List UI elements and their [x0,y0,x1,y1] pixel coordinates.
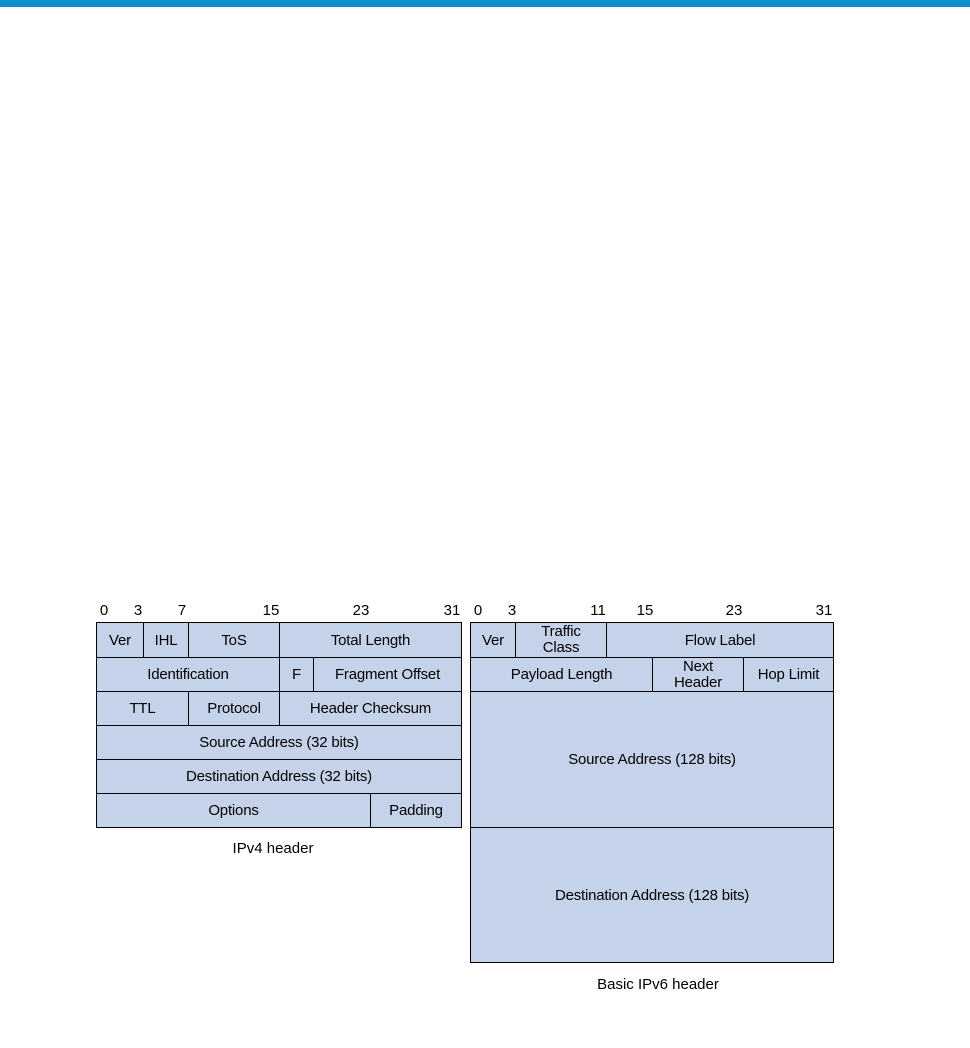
ipv6-tick-15: 15 [636,602,654,619]
ipv4-fragment-offset-field: Fragment Offset [314,658,462,692]
ipv4-tick-0: 0 [99,602,109,619]
ipv4-tick-31: 31 [443,602,461,619]
ipv6-ver-field: Ver [471,623,516,658]
ipv6-tick-11: 11 [590,602,606,619]
ipv6-hop-limit-field: Hop Limit [744,658,834,692]
ipv6-destination-address-field: Destination Address (128 bits) [471,828,834,963]
ipv4-identification-field: Identification [97,658,280,692]
top-accent-bar [0,0,970,7]
ipv4-source-address-field: Source Address (32 bits) [97,726,462,760]
ipv4-total-length-field: Total Length [280,623,462,658]
ipv6-traffic-class-line2: Class [542,639,580,656]
ipv6-tick-0: 0 [473,602,483,619]
ipv6-traffic-class-field [516,623,607,658]
ipv6-next-header-line2: Header [674,673,722,691]
ipv6-caption: Basic IPv6 header [597,976,719,993]
ipv4-tick-3: 3 [133,602,143,619]
ipv4-caption: IPv4 header [232,840,314,857]
ipv6-flow-label-field: Flow Label [607,623,834,658]
ipv6-payload-length-field: Payload Length [471,658,653,692]
ipv4-tick-15: 15 [262,602,280,619]
ipv6-source-address-field: Source Address (128 bits) [471,692,834,828]
ipv4-header-checksum-field: Header Checksum [280,692,462,726]
ipv6-traffic-class-line1: Traffic [541,623,581,640]
ipv4-protocol-field: Protocol [189,692,280,726]
ipv6-next-header-line1: Next [682,657,714,675]
ipv6-header-diagram [470,622,834,963]
ipv6-tick-31: 31 [815,602,833,619]
ipv4-padding-field: Padding [371,794,462,828]
ipv4-tick-7: 7 [177,602,187,619]
ipv4-ihl-field: IHL [144,623,189,658]
ipv4-header-diagram [96,622,462,828]
ipv6-tick-3: 3 [507,602,517,619]
ipv4-options-field: Options [97,794,371,828]
ipv4-ttl-field: TTL [97,692,189,726]
ipv4-destination-address-field: Destination Address (32 bits) [97,760,462,794]
ipv4-ver-field: Ver [97,623,144,658]
ipv4-tos-field: ToS [189,623,280,658]
ipv6-next-header-field [653,658,744,692]
ipv4-flags-field: F [280,658,314,692]
ipv4-tick-23: 23 [352,602,370,619]
ipv6-tick-23: 23 [725,602,743,619]
